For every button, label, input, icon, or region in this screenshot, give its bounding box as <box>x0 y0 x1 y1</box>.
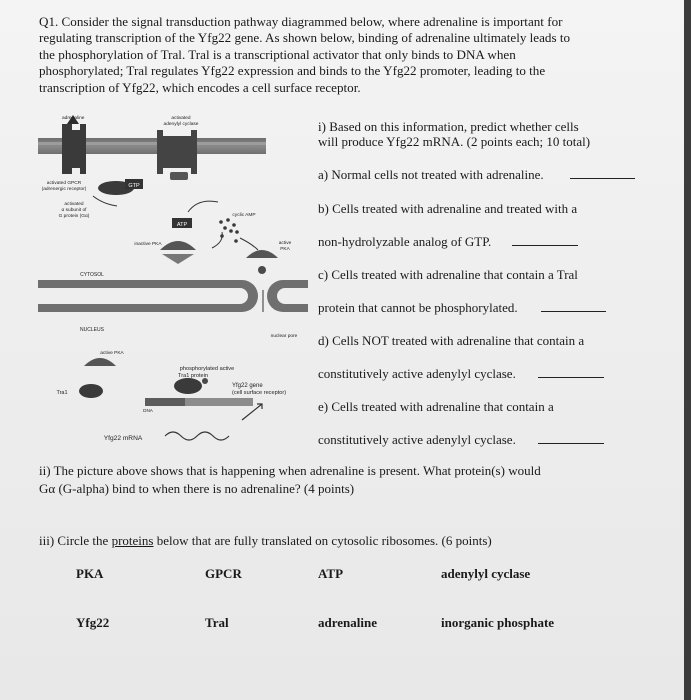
active-pka-cytosol <box>246 250 278 274</box>
option-adenylyl-cyclase[interactable]: adenylyl cyclase <box>441 566 531 581</box>
adenylyl-cyclase-label-2: adenylyl cyclase <box>163 122 199 127</box>
galpha-label-2: α subunit of <box>61 208 87 213</box>
intro-line: Q1. Consider the signal transduction pathway diagrammed below, where adrenaline is important for <box>39 14 563 29</box>
question-b: b) Cells treated with adrenaline and treated with a <box>318 201 578 216</box>
option-atp[interactable]: ATP <box>318 566 344 581</box>
active-pka-label-2: PKA <box>280 247 290 252</box>
active-pka-nucleus-label: active PKA <box>100 351 124 356</box>
camp-label: cyclic AMP <box>232 213 256 218</box>
part-iii-prompt <box>39 533 492 549</box>
question-a-text: a) Normal cells not treated with adrenaline. <box>318 167 544 182</box>
part-i-intro-2: will produce Yfg22 mRNA. (2 points each; 10 total) <box>318 134 591 149</box>
inactive-pka <box>160 241 196 264</box>
adrenaline-label: adrenaline <box>62 116 85 121</box>
gpcr-receptor <box>62 124 86 174</box>
part-iii-prefix: iii) Circle the <box>39 533 112 548</box>
active-pka-label-1: active <box>278 241 292 246</box>
option-adrenaline[interactable]: adrenaline <box>318 615 377 630</box>
part-ii-line-1: ii) The picture above shows that is happening when adrenaline is present. What protein(s) would <box>39 463 541 478</box>
question-a <box>318 167 544 183</box>
intro-line: regulating transcription of the Yfg22 gene. As shown below, binding of adrenaline ultimately leads to <box>39 30 571 46</box>
answer-blank-d[interactable] <box>538 367 604 378</box>
question-e-cont: constitutively active adenylyl cyclase. <box>318 432 516 447</box>
gpcr-label-1: activated GPCR <box>46 181 82 186</box>
galpha-label-1: activated <box>64 202 84 207</box>
galpha-label-3: G protein (Gα) <box>58 214 90 219</box>
option-gpcr[interactable]: GPCR <box>205 566 242 581</box>
question-d-cont: constitutively active adenylyl cyclase. <box>318 366 516 381</box>
answer-blank-c[interactable] <box>541 301 606 312</box>
phosphorylated-tral <box>174 378 202 394</box>
part-i-intro-1: i) Based on this information, predict whether cells <box>318 119 579 134</box>
nuclear-envelope <box>38 280 258 312</box>
gene-label-2: (cell surface receptor) <box>232 390 287 396</box>
active-pka-nucleus <box>84 358 116 366</box>
gene-label-1: Yfg22 gene <box>232 383 263 389</box>
gtp-label: GTP <box>128 183 140 189</box>
option-yfg22[interactable]: Yfg22 <box>76 615 110 630</box>
option-pka[interactable]: PKA <box>76 566 104 581</box>
cytosol-label: CYTOSOL <box>80 272 104 278</box>
dna-label: DNA <box>143 408 153 413</box>
answer-blank-e[interactable] <box>538 433 604 444</box>
intro-line: phosphorylated; Tral regulates Yfg22 expression and binds to the Yfg22 promoter, leading to the <box>39 63 546 79</box>
tral-label: Tra1 <box>56 390 68 396</box>
gpcr-label-2: (adrenergic receptor) <box>41 187 87 192</box>
mrna-label: Yfg22 mRNA <box>103 435 143 442</box>
question-e: e) Cells treated with adrenaline that contain a <box>318 399 554 414</box>
adenylyl-cyclase-label-1: activated <box>171 116 191 121</box>
inactive-pka-label: inactive PKA <box>134 242 162 247</box>
answer-blank-a[interactable] <box>570 168 635 179</box>
yfg22-mrna-wave <box>165 432 229 440</box>
question-b-cont: non-hydrolyzable analog of GTP. <box>318 234 492 249</box>
cyclic-amp-molecules <box>219 218 239 243</box>
part-ii-line-2: Gα (G-alpha) bind to when there is no adrenaline? (4 points) <box>39 481 355 496</box>
phospho-tral-label-1: phosphorylated active <box>179 366 235 372</box>
intro-line: transcription of Yfg22, which encodes a cell surface receptor. <box>39 79 361 95</box>
atp-label: ATP <box>176 222 188 228</box>
intro-line: the phosphorylation of Tral. Tral is a transcriptional activator that only binds to DNA when <box>39 46 516 62</box>
part-iii-suffix: below that are fully translated on cytosolic ribosomes. (6 points) <box>153 533 492 548</box>
question-c-cont: protein that cannot be phosphorylated. <box>318 300 518 315</box>
phospho-tral-label-2: Tra1 protein <box>178 373 208 379</box>
question-c: c) Cells treated with adrenaline that contain a Tral <box>318 267 578 282</box>
nuclear-pore-label: nuclear pore <box>270 334 298 339</box>
nucleus-label: NUCLEUS <box>80 327 104 333</box>
option-inorganic-phosphate[interactable]: inorganic phosphate <box>441 615 555 630</box>
answer-blank-b[interactable] <box>512 235 578 246</box>
question-d: d) Cells NOT treated with adrenaline that contain a <box>318 333 585 348</box>
option-tral[interactable]: Tral <box>205 615 229 630</box>
adenylyl-cyclase <box>157 130 197 174</box>
tral-protein <box>79 384 103 398</box>
part-iii-proteins: proteins <box>111 533 154 548</box>
